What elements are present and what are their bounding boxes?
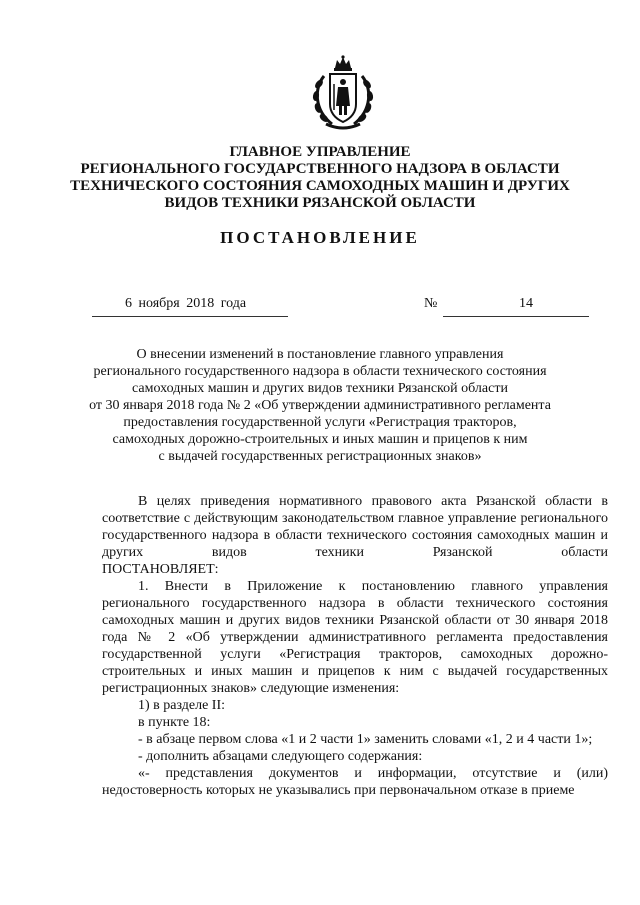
issuing-authority-title bbox=[60, 144, 580, 212]
heading-line: с выдачей государственных регистрационных знаков» bbox=[158, 449, 482, 464]
preamble-paragraph: В целях приведения нормативного правового акта Рязанской области в соответствие с действующим законодательством главное управление регионального государственного надзора в области технического состояния самоходных машин и других видов техники Рязанской области bbox=[102, 494, 608, 560]
authority-line: ТЕХНИЧЕСКОГО СОСТОЯНИЯ САМОХОДНЫХ МАШИН И ДРУГИХ bbox=[70, 178, 570, 194]
amendment-text-paragraph: «- представления документов и информации, отсутствие и (или) недостоверность которых не указывались при первоначальном отказе в приеме bbox=[102, 766, 608, 798]
document-type-title: ПОСТАНОВЛЕНИЕ bbox=[220, 228, 420, 247]
resolves-keyword: ПОСТАНОВЛЯЕТ: bbox=[102, 562, 219, 577]
heading-line: регионального государственного надзора в области технического состояния bbox=[93, 364, 547, 379]
clause-1-paragraph: 1. Внести в Приложение к постановлению главного управления регионального государственного надзора в области технического состояния самоходных машин и других видов техники Рязанской области от 30 января 2018 года № 2 «Об утверждении административного регламента предоставления государственной услуги «Регистрация тракторов, самоходных дорожно-строительных и иных машин и прицепов к ним с выдачей государственных регистрационных знаков» следующие изменения: bbox=[102, 579, 608, 696]
amendment-paragraph: - дополнить абзацами следующего содержания: bbox=[138, 749, 423, 764]
authority-line: ГЛАВНОЕ УПРАВЛЕНИЕ bbox=[229, 144, 411, 160]
authority-line: ВИДОВ ТЕХНИКИ РЯЗАНСКОЙ ОБЛАСТИ bbox=[164, 195, 476, 211]
authority-line: РЕГИОНАЛЬНОГО ГОСУДАРСТВЕННОГО НАДЗОРА В ОБЛАСТИ bbox=[80, 161, 560, 177]
heading-line: самоходных дорожно-строительных и иных машин и прицепов к ним bbox=[112, 432, 528, 447]
document-number-field bbox=[443, 296, 589, 317]
amendment-paragraph: - в абзаце первом слова «1 и 2 части 1» заменить словами «1, 2 и 4 части 1»; bbox=[138, 732, 593, 747]
document-date: 6 ноября 2018 года bbox=[125, 296, 247, 311]
document-body bbox=[102, 493, 608, 799]
number-sign: № bbox=[424, 296, 438, 311]
document-number: 14 bbox=[519, 296, 533, 311]
subclause-point-18: в пункте 18: bbox=[138, 715, 211, 730]
heading-line: от 30 января 2018 года № 2 «Об утверждении административного регламента bbox=[89, 398, 551, 413]
heading-line: О внесении изменений в постановление главного управления bbox=[136, 347, 504, 362]
heading-line: предоставления государственной услуги «Регистрация тракторов, bbox=[123, 415, 517, 430]
heading-line: самоходных машин и других видов техники Рязанской области bbox=[132, 381, 508, 396]
document-subject-heading bbox=[80, 346, 560, 465]
coat-of-arms-emblem bbox=[310, 54, 376, 134]
subclause-section-2: 1) в разделе II: bbox=[138, 698, 226, 713]
document-date-field bbox=[92, 296, 288, 317]
